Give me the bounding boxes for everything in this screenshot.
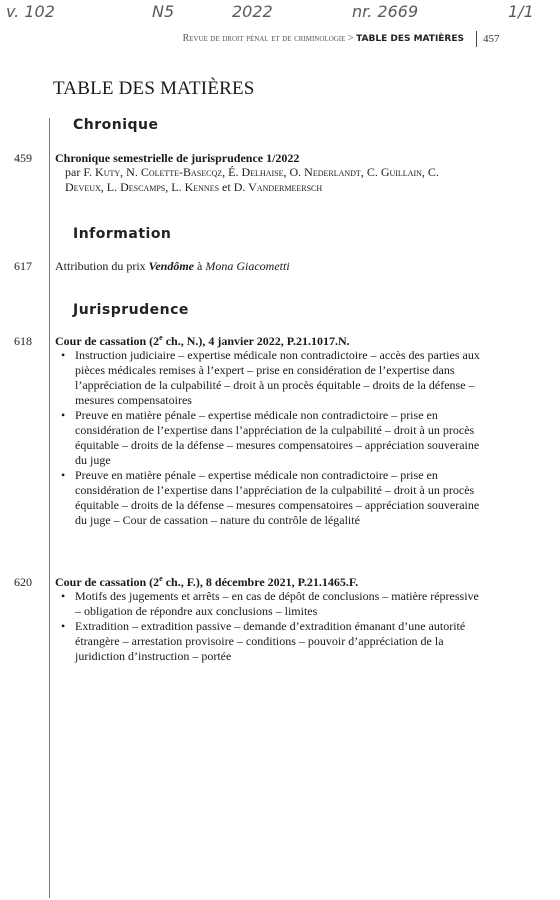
entry-title-pre: Cour de cassation (2 (55, 334, 160, 348)
handwritten-annotation (0, 0, 560, 24)
bullet-icon: • (61, 348, 66, 362)
bullet-icon: • (61, 619, 66, 633)
author-name: O. Nederlandt, (289, 165, 367, 179)
keyword-list (61, 348, 481, 528)
keyword-list (61, 589, 481, 664)
entry-text (55, 259, 290, 274)
page-number-column-rule (49, 118, 50, 898)
entry-title-sup: e (159, 333, 163, 342)
entry-page-number: 617 (14, 259, 32, 273)
author-name: N. Colette-Basecqz, (126, 165, 229, 179)
section-heading-jurisprudence: Jurisprudence (73, 302, 189, 318)
author-name: D. Vandermeersch (233, 180, 323, 194)
bullet-icon: • (61, 408, 66, 422)
page-title: TABLE DES MATIÈRES (53, 78, 255, 99)
entry-title (55, 334, 350, 349)
section-heading-chronique: Chronique (73, 117, 159, 133)
entry-page-number: 620 (14, 575, 32, 589)
handwritten-nr: nr. 2669 (352, 2, 419, 21)
running-head-journal: Revue de droit pénal et de criminologie (182, 33, 346, 44)
prize-name: Vendôme (148, 259, 195, 273)
entry-title-sup: e (159, 574, 163, 583)
running-head-divider (476, 31, 477, 47)
entry-page-number: 618 (14, 334, 32, 348)
entry-title: Chronique semestrielle de jurisprudence 1/2022 (55, 151, 300, 165)
authors-lead: par (65, 165, 84, 179)
list-item (61, 619, 481, 664)
author-name: C. Deveux, (65, 165, 439, 194)
running-head-separator: > (347, 33, 354, 44)
authors-conjunction: et (219, 180, 234, 194)
keyword-chain: Preuve en matière pénale – expertise médicale non contradictoire – prise en considération de l’expertise dans l’appréciation de la culpabilité – droit à un procès équitable – droits de la défense – mesures compensatoires – appréciation souveraine du juge (75, 408, 480, 467)
section-heading-information: Information (73, 226, 172, 242)
bullet-icon: • (61, 468, 66, 482)
keyword-chain: Preuve en matière pénale – expertise médicale non contradictoire – prise en considération de l’expertise dans l’appréciation de la culpabilité – droit à un procès équitable – droits de la défense – mesures compensatoires – appréciation souveraine du juge – Cour de cassation – nature du contrôle de légalité (75, 468, 480, 527)
entry-page-number: 459 (14, 151, 32, 165)
author-name: C. Guillain, (366, 165, 428, 179)
running-head-left (183, 33, 464, 44)
entry-title (55, 575, 358, 590)
author-name: L. Kennes (171, 180, 220, 194)
running-head-page-number: 457 (483, 33, 500, 45)
author-name: L. Descamps, (106, 180, 172, 194)
handwritten-number: N5 (152, 2, 175, 21)
bullet-icon: • (61, 589, 66, 603)
running-head-section: TABLE DES MATIÈRES (356, 34, 464, 44)
list-item (61, 348, 481, 408)
entry-text-pre: Attribution du prix (55, 259, 149, 273)
entry-title-post: ch., N.), 4 janvier 2022, P.21.1017.N. (162, 334, 350, 348)
author-name: É. Delhaise, (228, 165, 290, 179)
handwritten-year: 2022 (232, 2, 273, 21)
list-item (61, 408, 481, 468)
entry-title-post: ch., F.), 8 décembre 2021, P.21.1465.F. (162, 575, 359, 589)
entry-title-pre: Cour de cassation (2 (55, 575, 160, 589)
list-item (61, 468, 481, 528)
keyword-chain: Motifs des jugements et arrêts – en cas de dépôt de conclusions – matière répressive – obligation de répondre aux conclusions – limites (75, 589, 479, 618)
author-name: F. Kuty, (83, 165, 127, 179)
entry-text-mid: à (194, 259, 206, 273)
handwritten-volume: v. 102 (6, 2, 55, 21)
running-head (0, 31, 560, 47)
list-item (61, 589, 481, 619)
entry-authors (65, 165, 465, 195)
keyword-chain: Extradition – extradition passive – demande d’extradition émanant d’une autorité étrangère – arrestation provisoire – conditions – pouvoir d’appréciation de la juridiction d’instruction – portée (75, 619, 466, 663)
laureate-name: Mona Giacometti (205, 259, 290, 273)
handwritten-page: 1/1 (508, 2, 534, 21)
keyword-chain: Instruction judiciaire – expertise médicale non contradictoire – accès des parties aux pièces médicales remises à l’expert – prise en considération de l’expertise dans l’appréciation de la culpabilité – droit à un procès équitable – droits de la défense – mesures compensatoires (75, 348, 480, 407)
